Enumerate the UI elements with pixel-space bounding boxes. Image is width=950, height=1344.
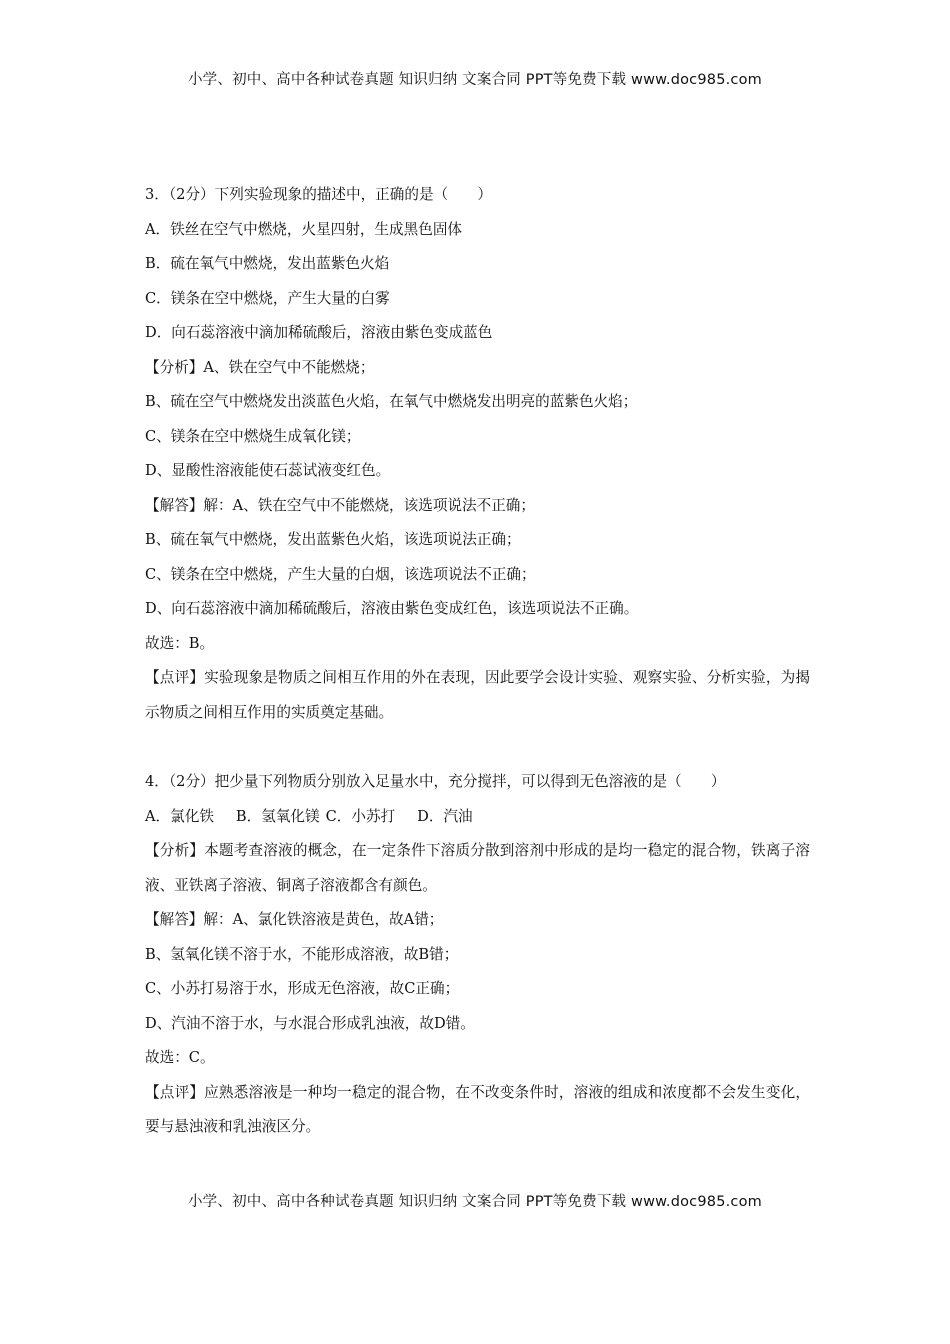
question-4-option-c: C．小苏打 — [325, 807, 396, 825]
question-4-option-d: D．汽油 — [417, 807, 473, 825]
question-4-answer-line-4: D、汽油不溶于水，与水混合形成乳浊液，故D错。 — [145, 1014, 475, 1032]
question-4-option-a: A．氯化铁 — [145, 807, 214, 825]
question-3-analysis-line-4: D、显酸性溶液能使石蕊试液变红色。 — [145, 462, 391, 479]
question-4-stem: 4．（2分）把少量下列物质分别放入足量水中，充分搅拌，可以得到无色溶液的是（ ） — [145, 773, 726, 790]
question-3-answer-line-1 — [145, 489, 810, 524]
answer-tag: 【解答】 — [145, 911, 204, 928]
question-4-answer-line-1 — [145, 903, 810, 938]
analysis-text: 本题考查溶液的概念，在一定条件下溶质分散到溶剂中形成的是均一稳定的混合物，铁离子溶液、亚铁离子溶液、铜离子溶液都含有颜色。 — [145, 842, 810, 894]
question-3-choice: 故选：B。 — [145, 634, 215, 652]
comment-text: 应熟悉溶液是一种均一稳定的混合物，在不改变条件时，溶液的组成和浓度都不会发生变化，要与悬浊液和乳浊液区分。 — [145, 1083, 810, 1135]
page-header-watermark: 小学、初中、高中各种试卷真题 知识归纳 文案合同 PPT等免费下载 www.doc985.com — [187, 72, 763, 88]
page-footer-watermark: 小学、初中、高中各种试卷真题 知识归纳 文案合同 PPT等免费下载 www.doc985.com — [187, 1194, 763, 1210]
question-3-analysis-line-3: C、镁条在空中燃烧生成氧化镁； — [145, 427, 361, 445]
question-3-answer-line-2: B、硫在氧气中燃烧，发出蓝紫色火焰，该选项说法正确； — [145, 531, 521, 548]
question-4-answer-line-2: B、氢氧化镁不溶于水，不能形成溶液，故B错； — [145, 945, 459, 963]
question-3-comment — [145, 661, 810, 730]
question-3-answer-line-4: D、向石蕊溶液中滴加稀硫酸后，溶液由紫色变成红色，该选项说法不正确。 — [145, 600, 639, 617]
question-3-analysis-line-2: B、硫在空气中燃烧发出淡蓝色火焰，在氧气中燃烧发出明亮的蓝紫色火焰； — [145, 393, 638, 410]
analysis-tag: 【分析】 — [145, 842, 205, 859]
question-4-choice: 故选：C。 — [145, 1049, 215, 1066]
question-3-option-c: C．镁条在空中燃烧，产生大量的白雾 — [145, 289, 390, 307]
comment-tag: 【点评】 — [145, 669, 205, 686]
question-3-answer-line-3: C、镁条在空中燃烧，产生大量的白烟，该选项说法不正确； — [145, 565, 536, 583]
question-3-option-a: A．铁丝在空气中燃烧，火星四射，生成黑色固体 — [145, 220, 463, 238]
comment-tag: 【点评】 — [145, 1083, 205, 1101]
answer-text: 解：A、铁在空气中不能燃烧，该选项说法不正确； — [203, 496, 535, 514]
question-4-comment — [145, 1076, 810, 1145]
analysis-text: A、铁在空气中不能燃烧； — [203, 358, 375, 376]
question-3-analysis-line-1 — [145, 351, 810, 386]
answer-tag: 【解答】 — [145, 496, 204, 514]
question-spacer — [145, 730, 810, 765]
question-4-answer-line-3: C、小苏打易溶于水，形成无色溶液，故C正确； — [145, 980, 460, 997]
answer-text: 解：A、氯化铁溶液是黄色，故A错； — [203, 911, 444, 928]
question-4-option-b: B．氢氧化镁 — [235, 807, 320, 825]
question-4-options — [145, 800, 810, 835]
analysis-tag: 【分析】 — [145, 358, 204, 376]
comment-text: 实验现象是物质之间相互作用的外在表现，因此要学会设计实验、观察实验、分析实验，为揭示物质之间相互作用的实质奠定基础。 — [145, 669, 810, 721]
question-3-option-d: D．向石蕊溶液中滴加稀硫酸后，溶液由紫色变成蓝色 — [145, 324, 493, 341]
question-4-analysis — [145, 834, 810, 903]
question-3-stem: 3．（2分）下列实验现象的描述中，正确的是（ ） — [145, 186, 492, 203]
question-3-option-b: B．硫在氧气中燃烧，发出蓝紫色火焰 — [145, 255, 390, 272]
document-body — [145, 178, 810, 1145]
